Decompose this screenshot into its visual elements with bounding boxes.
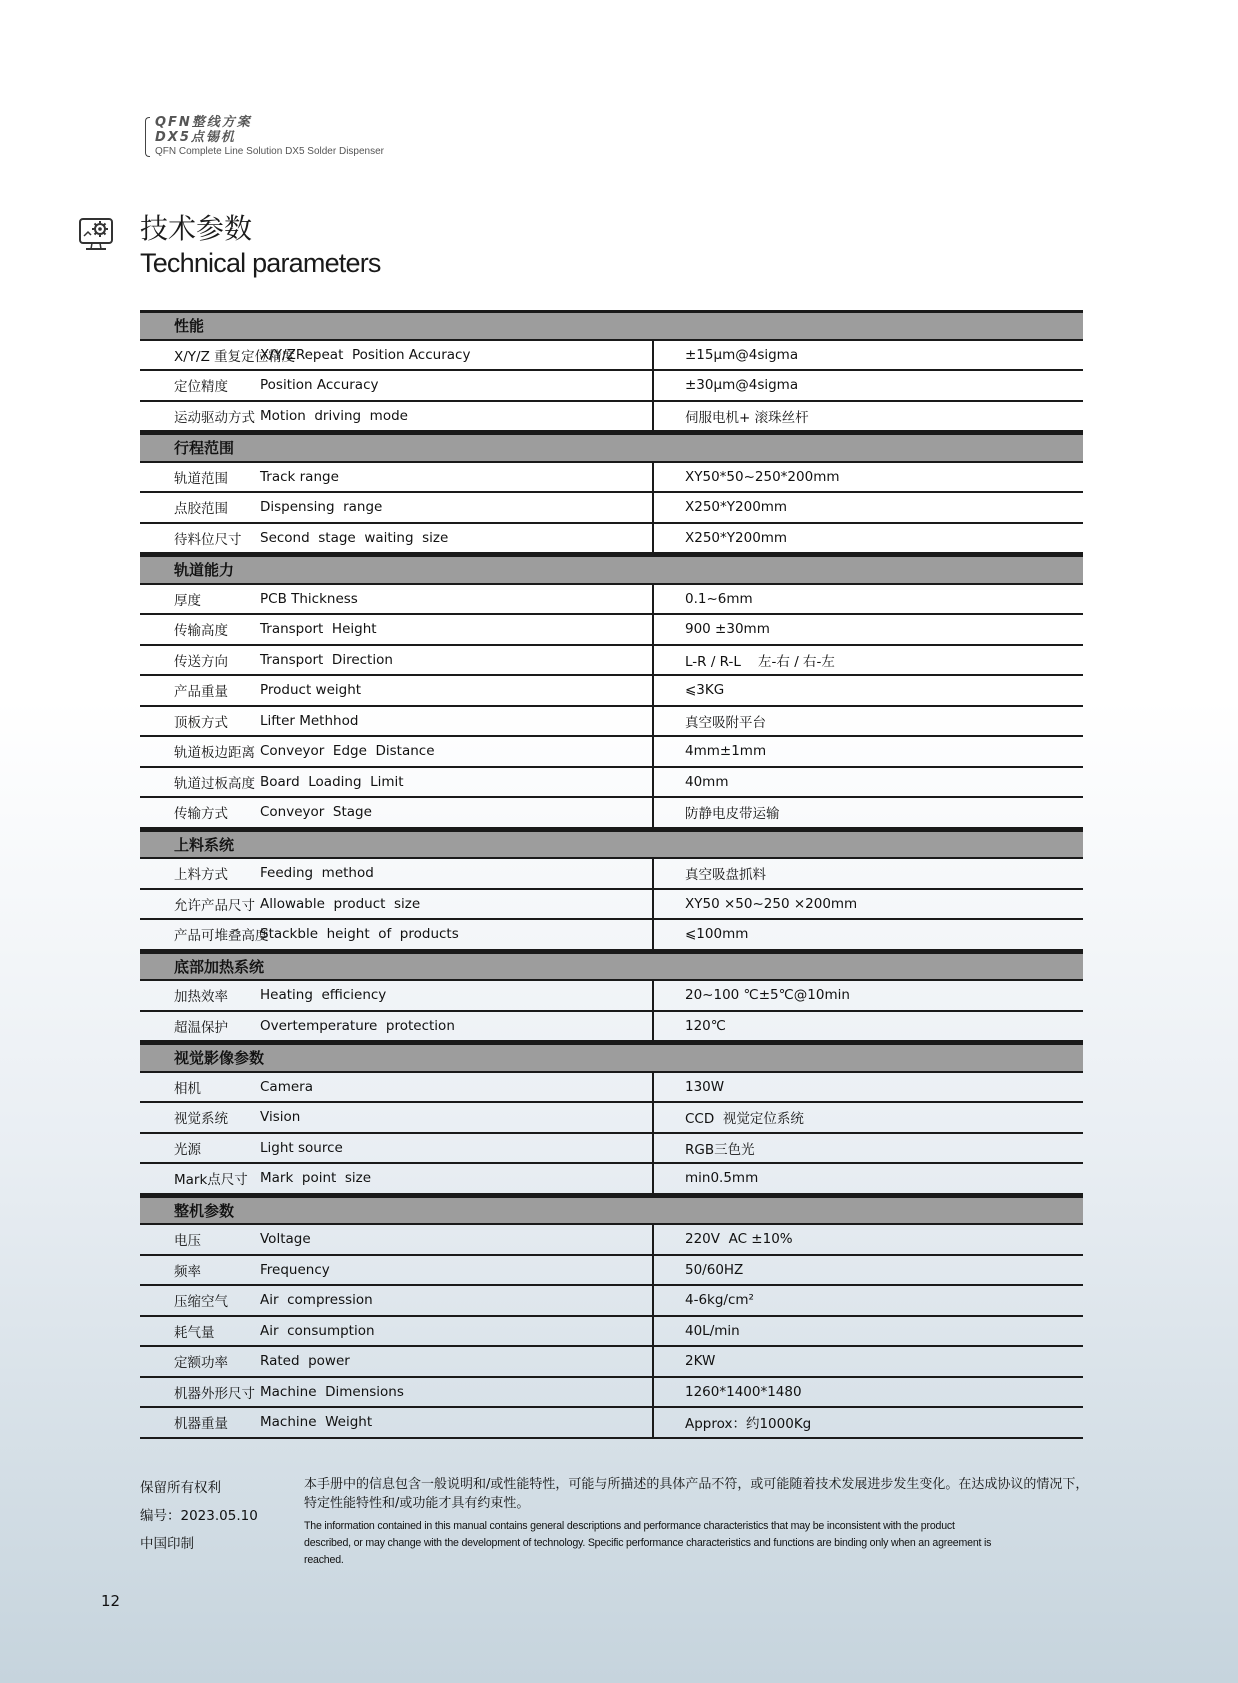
param-name-en: Position Accuracy <box>260 377 379 394</box>
param-value: min0.5mm <box>685 1170 759 1187</box>
spec-table <box>140 310 1083 1439</box>
param-name-zh: 超温保护 <box>174 1019 228 1036</box>
spec-row <box>140 1073 1083 1104</box>
spec-param-cell <box>140 737 654 766</box>
param-name-zh: 视觉系统 <box>174 1111 228 1128</box>
section-title-en: Technical parameters <box>140 248 381 278</box>
printed-in: 中国印制 <box>140 1536 194 1552</box>
spec-row <box>140 1378 1083 1409</box>
spec-row <box>140 676 1083 707</box>
spec-param-cell <box>140 524 654 553</box>
spec-row <box>140 1408 1083 1439</box>
spec-row <box>140 1012 1083 1043</box>
spec-param-cell <box>140 493 654 522</box>
spec-group-header: 行程范围 <box>140 432 1083 463</box>
spec-row <box>140 920 1083 951</box>
param-name-en: Voltage <box>260 1231 311 1248</box>
param-name-en: Air compression <box>260 1292 373 1309</box>
param-value: 40L/min <box>685 1322 740 1339</box>
spec-param-cell <box>140 798 654 827</box>
param-name-zh: 厚度 <box>174 592 201 609</box>
section-title-zh: 技术参数 <box>140 212 253 245</box>
spec-param-cell <box>140 1012 654 1041</box>
spec-param-cell <box>140 981 654 1010</box>
spec-param-cell <box>140 463 654 492</box>
spec-row <box>140 646 1083 677</box>
footer-left <box>140 1474 258 1558</box>
spec-row <box>140 859 1083 890</box>
param-name-zh: 轨道范围 <box>174 470 228 487</box>
spec-param-cell <box>140 1073 654 1102</box>
param-name-en: PCB Thickness <box>260 590 358 607</box>
param-value: X250*Y200mm <box>685 529 788 546</box>
param-value: Approx：约1000Kg <box>685 1416 812 1433</box>
param-name-en: Camera <box>260 1078 313 1095</box>
param-value: XY50*50~250*200mm <box>685 468 840 485</box>
param-value: 120℃ <box>685 1017 726 1034</box>
spec-row <box>140 402 1083 433</box>
param-name-zh: 机器外形尺寸 <box>174 1385 255 1402</box>
gear-screen-icon <box>78 216 114 252</box>
param-name-en: Allowable product size <box>260 895 421 912</box>
param-name-en: Overtemperature protection <box>260 1017 455 1034</box>
spec-param-cell <box>140 1347 654 1376</box>
param-name-zh: 产品重量 <box>174 684 228 701</box>
spec-param-cell <box>140 676 654 705</box>
spec-row <box>140 524 1083 555</box>
param-name-zh: X/Y/Z 重复定位精度 <box>174 348 296 365</box>
spec-param-cell <box>140 1164 654 1193</box>
param-value: 220V AC ±10% <box>685 1231 793 1248</box>
param-name-zh: 运动驱动方式 <box>174 409 255 426</box>
spec-param-cell <box>140 890 654 919</box>
param-name-en: Conveyor Stage <box>260 804 372 821</box>
spec-row <box>140 1347 1083 1378</box>
rights-text: 保留所有权利 <box>140 1480 221 1496</box>
spec-param-cell <box>140 1225 654 1254</box>
param-value: 真空吸盘抓料 <box>685 867 766 884</box>
param-name-zh: 传输高度 <box>174 623 228 640</box>
param-name-en: Stackble height of products <box>260 926 459 943</box>
param-value: 4-6kg/cm² <box>685 1292 754 1309</box>
brand-header <box>145 115 384 159</box>
spec-row <box>140 615 1083 646</box>
param-name-zh: 顶板方式 <box>174 714 228 731</box>
spec-param-cell <box>140 1317 654 1346</box>
spec-param-cell <box>140 859 654 888</box>
param-name-en: Product weight <box>260 682 362 699</box>
brand-line-2: DX5点锡机 <box>155 130 236 145</box>
spec-group-header: 视觉影像参数 <box>140 1042 1083 1073</box>
param-name-zh: 传送方向 <box>174 653 228 670</box>
param-value: 900 ±30mm <box>685 621 770 638</box>
param-value: 130W <box>685 1078 725 1095</box>
param-name-en: Mark point size <box>260 1170 372 1187</box>
param-value: CCD 视觉定位系统 <box>685 1111 804 1128</box>
param-name-en: Heating efficiency <box>260 987 387 1004</box>
param-name-zh: 允许产品尺寸 <box>174 897 255 914</box>
param-name-zh: 定位精度 <box>174 379 228 396</box>
param-value: 防静电皮带运输 <box>685 806 780 823</box>
spec-row <box>140 768 1083 799</box>
spec-row <box>140 1317 1083 1348</box>
spec-row <box>140 1256 1083 1287</box>
param-name-zh: 加热效率 <box>174 989 228 1006</box>
param-name-zh: Mark点尺寸 <box>174 1172 248 1189</box>
spec-param-cell <box>140 768 654 797</box>
param-name-en: Motion driving mode <box>260 407 408 424</box>
spec-row <box>140 798 1083 829</box>
param-value: 伺服电机+ 滚珠丝杆 <box>685 409 809 426</box>
spec-row <box>140 890 1083 921</box>
spec-param-cell <box>140 707 654 736</box>
param-name-en: X/Y/ZRepeat Position Accuracy <box>260 346 471 363</box>
param-name-zh: 定额功率 <box>174 1355 228 1372</box>
param-name-zh: 待料位尺寸 <box>174 531 242 548</box>
spec-row <box>140 1164 1083 1195</box>
spec-row <box>140 1103 1083 1134</box>
spec-param-cell <box>140 402 654 431</box>
param-name-zh: 上料方式 <box>174 867 228 884</box>
spec-row <box>140 1134 1083 1165</box>
param-value: ±30μm@4sigma <box>685 377 799 394</box>
param-value: 真空吸附平台 <box>685 714 766 731</box>
spec-row <box>140 371 1083 402</box>
param-value: ⩽100mm <box>685 926 749 943</box>
param-name-en: Feeding method <box>260 865 374 882</box>
spec-param-cell <box>140 920 654 949</box>
param-value: RGB三色光 <box>685 1141 755 1158</box>
param-value: 20~100 ℃±5℃@10min <box>685 987 850 1004</box>
spec-row <box>140 585 1083 616</box>
spec-param-cell <box>140 371 654 400</box>
param-name-zh: 产品可堆叠高度 <box>174 928 269 945</box>
param-name-en: Light source <box>260 1139 343 1156</box>
param-value: 40mm <box>685 773 729 790</box>
param-name-zh: 轨道过板高度 <box>174 775 255 792</box>
spec-group-header: 底部加热系统 <box>140 951 1083 982</box>
param-value: X250*Y200mm <box>685 499 788 516</box>
doc-code: 编号：2023.05.10 <box>140 1508 258 1524</box>
param-name-zh: 耗气量 <box>174 1324 215 1341</box>
param-name-zh: 相机 <box>174 1080 201 1097</box>
brand-bracket <box>145 117 150 157</box>
spec-row <box>140 737 1083 768</box>
spec-param-cell <box>140 1103 654 1132</box>
param-name-zh: 频率 <box>174 1263 201 1280</box>
spec-group-header: 整机参数 <box>140 1195 1083 1226</box>
param-name-en: Vision <box>260 1109 301 1126</box>
param-name-en: Second stage waiting size <box>260 529 449 546</box>
disclaimer-en: The information contained in this manual contains general descriptions and performance characteristics that may be inconsistent with the product described, or may change with the development of technology. Specific performance characteristics and functions are binding only when an agreement is reached. <box>304 1520 992 1566</box>
spec-group-header: 性能 <box>140 310 1083 341</box>
spec-param-cell <box>140 1286 654 1315</box>
param-name-en: Frequency <box>260 1261 330 1278</box>
spec-row <box>140 707 1083 738</box>
param-name-en: Conveyor Edge Distance <box>260 743 435 760</box>
spec-param-cell <box>140 1256 654 1285</box>
spec-row <box>140 981 1083 1012</box>
param-name-en: Air consumption <box>260 1322 375 1339</box>
param-name-en: Machine Weight <box>260 1414 373 1431</box>
param-name-zh: 传输方式 <box>174 806 228 823</box>
param-name-en: Transport Direction <box>260 651 393 668</box>
param-name-en: Board Loading Limit <box>260 773 404 790</box>
param-value: L-R / R-L 左-右 / 右-左 <box>685 653 835 670</box>
page-number: 12 <box>101 1592 121 1610</box>
spec-row <box>140 341 1083 372</box>
param-value: ⩽3KG <box>685 682 725 699</box>
spec-param-cell <box>140 1134 654 1163</box>
param-name-zh: 压缩空气 <box>174 1294 228 1311</box>
spec-row <box>140 1225 1083 1256</box>
param-name-zh: 点胶范围 <box>174 501 228 518</box>
param-value: 4mm±1mm <box>685 743 767 760</box>
spec-param-cell <box>140 1378 654 1407</box>
spec-group-header: 轨道能力 <box>140 554 1083 585</box>
brand-line-3: QFN Complete Line Solution DX5 Solder Dispenser <box>155 146 384 157</box>
param-name-en: Dispensing range <box>260 499 383 516</box>
param-name-zh: 电压 <box>174 1233 201 1250</box>
param-name-en: Rated power <box>260 1353 350 1370</box>
param-value: ±15μm@4sigma <box>685 346 799 363</box>
param-name-en: Track range <box>260 468 339 485</box>
spec-row <box>140 1286 1083 1317</box>
param-value: XY50 ×50~250 ×200mm <box>685 895 858 912</box>
param-name-zh: 轨道板边距离 <box>174 745 255 762</box>
spec-group-header: 上料系统 <box>140 829 1083 860</box>
param-name-en: Machine Dimensions <box>260 1383 404 1400</box>
param-value: 50/60HZ <box>685 1261 744 1278</box>
disclaimer-zh: 本手册中的信息包含一般说明和/或性能特性，可能与所描述的具体产品不符，或可能随着技术发展进步发生变化。在达成协议的情况下，特定性能特性和/或功能才具有约束性。 <box>304 1477 1089 1511</box>
brand-line-1: QFN整线方案 <box>155 115 252 130</box>
param-name-zh: 机器重量 <box>174 1416 228 1433</box>
spec-param-cell <box>140 585 654 614</box>
param-name-en: Lifter Methhod <box>260 712 359 729</box>
param-value: 2KW <box>685 1353 716 1370</box>
param-value: 0.1~6mm <box>685 590 753 607</box>
param-name-en: Transport Height <box>260 621 377 638</box>
spec-param-cell <box>140 615 654 644</box>
spec-row <box>140 463 1083 494</box>
spec-param-cell <box>140 646 654 675</box>
param-name-zh: 光源 <box>174 1141 201 1158</box>
param-value: 1260*1400*1480 <box>685 1383 802 1400</box>
spec-param-cell <box>140 1408 654 1437</box>
spec-param-cell <box>140 341 654 370</box>
spec-row <box>140 493 1083 524</box>
